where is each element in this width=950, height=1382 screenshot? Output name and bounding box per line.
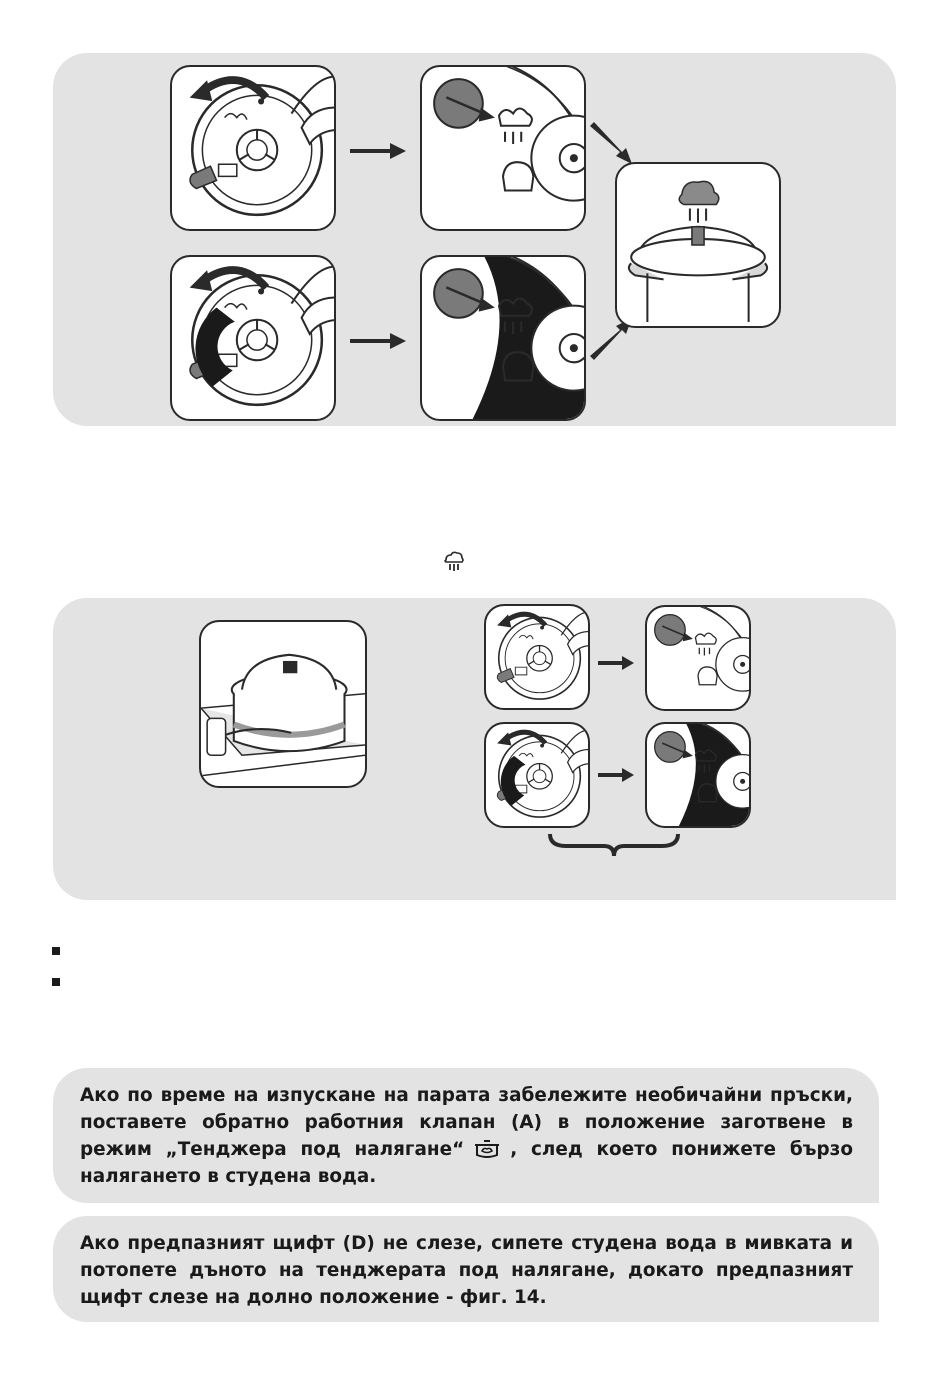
warning-note-safety-pin (53, 1216, 879, 1322)
arrow-right-icon (598, 767, 634, 783)
figure-cooker-steam (615, 162, 781, 328)
figure-panel-middle (53, 598, 896, 900)
figure-valve-zoom-small-top (645, 605, 751, 711)
note-text: Ако предпазният щифт (D) не слезе, сипете студена вода в мивката и потопете дъното на тенджерата под налягане, докато предпазният щифт слезе на долно положение - фиг. 14. (80, 1233, 853, 1308)
warning-note-splashes (53, 1068, 879, 1203)
figure-dial-turn-top (170, 65, 336, 231)
arrow-diagonal-down-icon (588, 120, 634, 166)
figure-valve-zoom-small-bottom (645, 722, 751, 828)
figure-valve-zoom-bottom (420, 255, 586, 421)
figure-valve-zoom-top (420, 65, 586, 231)
arrow-right-icon (350, 330, 406, 352)
arrow-right-icon (598, 655, 634, 671)
figure-dial-turn-small-bottom (484, 722, 590, 828)
arrow-right-icon (350, 140, 406, 162)
note-text-part1: Ако по време на изпускане на парата забележите необичайни пръски, поставете обратно работния клапан (А) в положение заготвене в режим „Тенджера под налягане“ (80, 1085, 853, 1160)
figure-cooker-in-sink (199, 620, 367, 788)
pressure-cooker-icon (472, 1137, 502, 1159)
note-text (80, 1082, 853, 1190)
list-bullet (52, 947, 60, 955)
brace-icon (546, 832, 682, 858)
note-text-part2: , след което понижете бързо налягането в студена вода. (80, 1139, 853, 1187)
figure-dial-turn-bottom (170, 255, 336, 421)
figure-dial-turn-small-top (484, 604, 590, 710)
steam-release-icon (442, 549, 466, 573)
list-bullet (52, 978, 60, 986)
